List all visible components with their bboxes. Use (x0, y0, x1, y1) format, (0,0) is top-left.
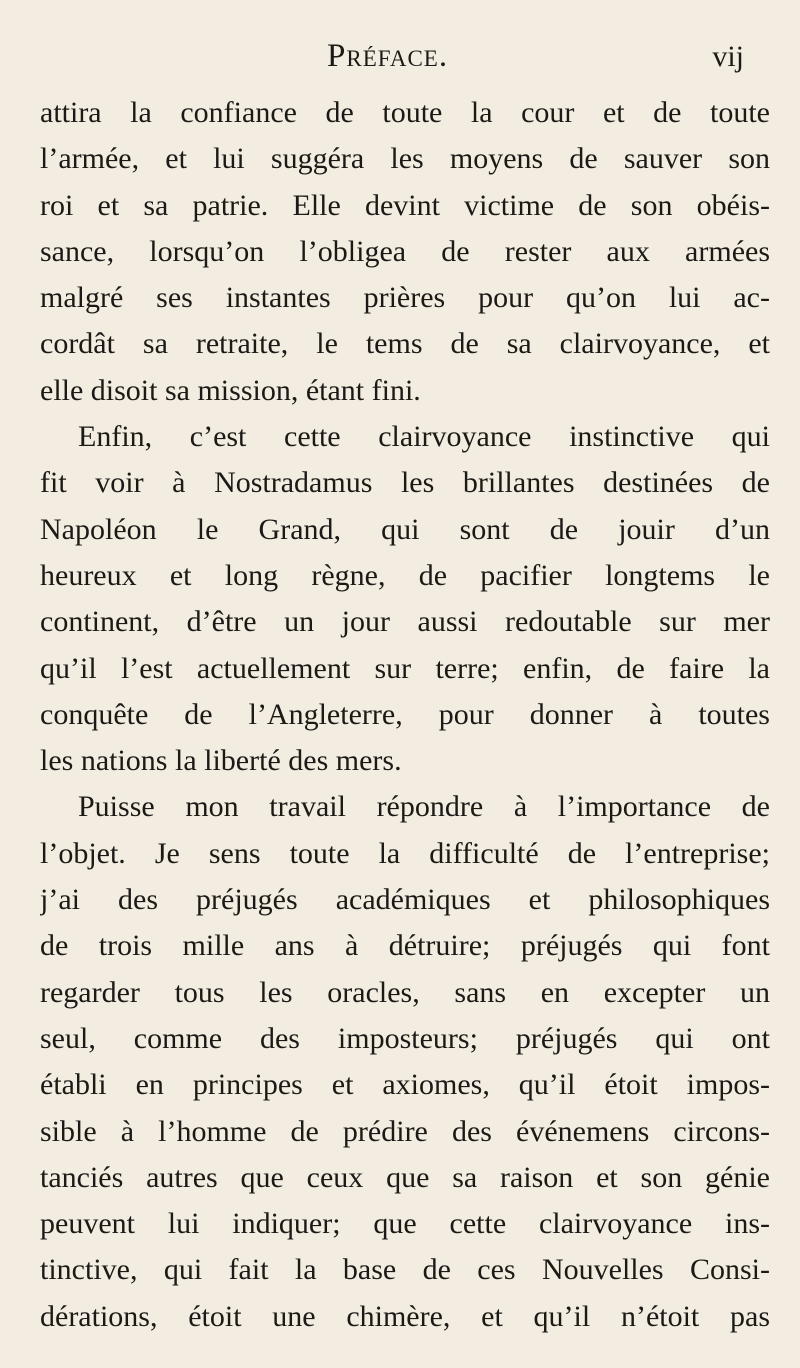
text-line: fit voir à Nostradamus les brillantes destinées de (40, 466, 770, 500)
text-line: peuvent lui indiquer; que cette clairvoyance ins- (40, 1207, 770, 1241)
text-line: dérations, étoit une chimère, et qu’il n’étoit pas (40, 1299, 770, 1333)
text-line: cordât sa retraite, le tems de sa clairvoyance, et (40, 327, 770, 361)
text-line: les nations la liberté des mers. (40, 744, 402, 778)
text-line: établi en principes et axiomes, qu’il étoit impos- (40, 1068, 770, 1102)
text-line: regarder tous les oracles, sans en excepter un (40, 975, 770, 1009)
body-text (40, 90, 770, 1340)
text-line: roi et sa patrie. Elle devint victime de son obéis- (40, 188, 770, 222)
text-line: malgré ses instantes prières pour qu’on lui ac- (40, 281, 770, 315)
text-line: continent, d’être un jour aussi redoutable sur mer (40, 605, 770, 639)
text-line: Napoléon le Grand, qui sont de jouir d’un (40, 512, 770, 546)
text-line: l’objet. Je sens toute la difficulté de l’entreprise; (40, 836, 770, 870)
paragraph-start-line: Enfin, c’est cette clairvoyance instinctive qui (78, 420, 770, 454)
text-line: seul, comme des imposteurs; préjugés qui ont (40, 1021, 770, 1055)
text-line: conquête de l’Angleterre, pour donner à toutes (40, 697, 770, 731)
text-line: elle disoit sa mission, étant fini. (40, 373, 421, 407)
running-head (0, 38, 800, 88)
text-line: sible à l’homme de prédire des événemens circons- (40, 1114, 770, 1148)
text-line: attira la confiance de toute la cour et de toute (40, 96, 770, 129)
text-line: heureux et long règne, de pacifier longtems le (40, 558, 770, 592)
text-line: l’armée, et lui suggéra les moyens de sauver son (40, 142, 770, 176)
text-line: de trois mille ans à détruire; préjugés qui font (40, 929, 770, 963)
text-line: tanciés autres que ceux que sa raison et son génie (40, 1160, 770, 1194)
running-head-title: Préface. (327, 38, 449, 74)
text-line: j’ai des préjugés académiques et philosophiques (40, 883, 770, 917)
paragraph-start-line: Puisse mon travail répondre à l’importance de (78, 790, 770, 824)
text-line: qu’il l’est actuellement sur terre; enfin, de faire la (40, 651, 770, 685)
text-line: tinctive, qui fait la base de ces Nouvelles Consi- (40, 1253, 770, 1287)
text-line: sance, lorsqu’on l’obligea de rester aux armées (40, 234, 770, 268)
page-number: vij (712, 40, 744, 73)
